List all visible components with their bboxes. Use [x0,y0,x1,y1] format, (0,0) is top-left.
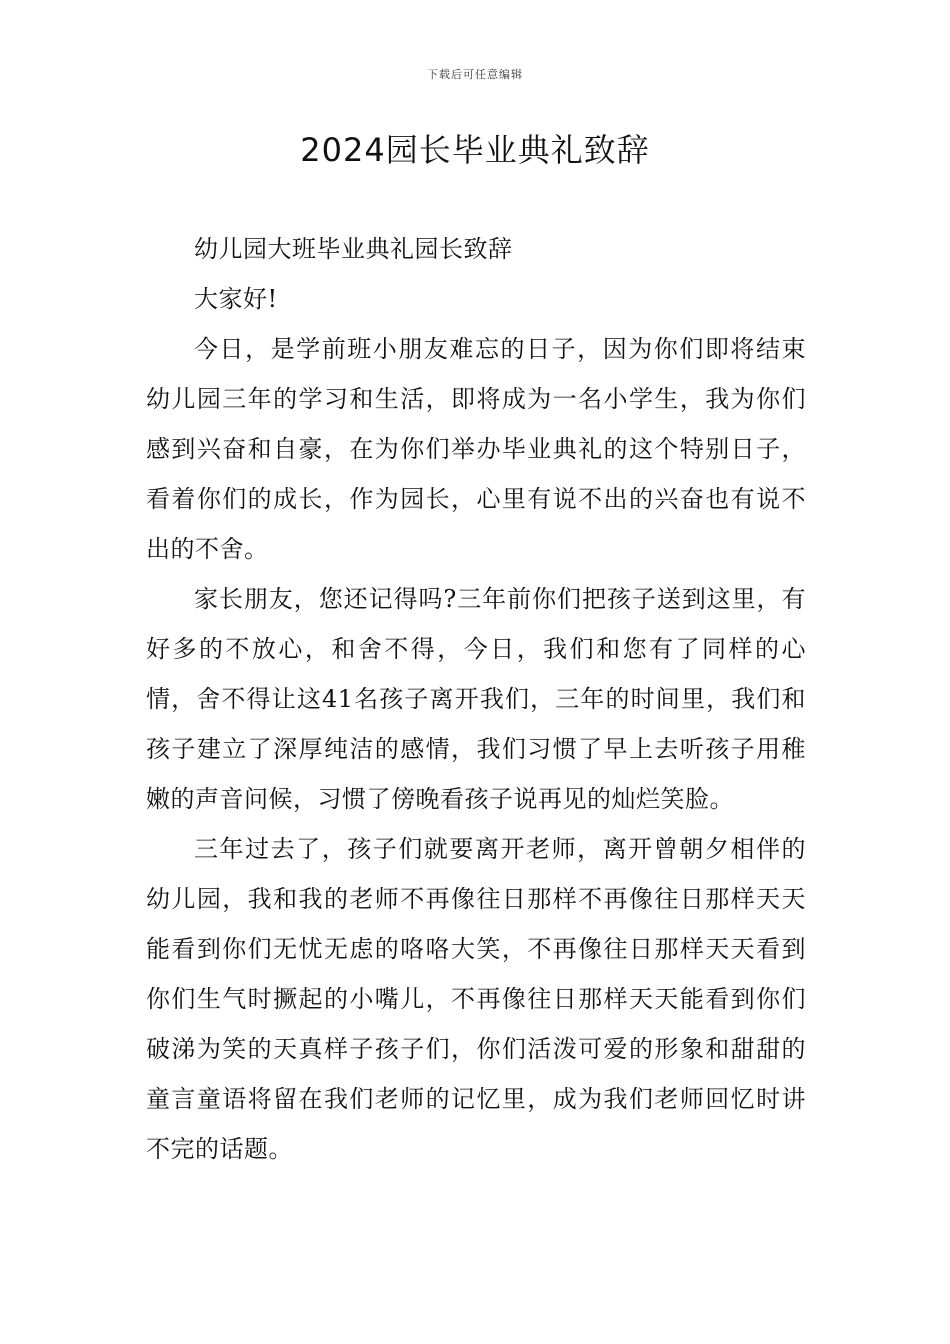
document-body [146,224,806,1174]
body-paragraph: 家长朋友，您还记得吗?三年前你们把孩子送到这里，有好多的不放心，和舍不得，今日，我们和您有了同样的心情，舍不得让这41名孩子离开我们，三年的时间里，我们和孩子建立了深厚纯洁的感情，我们习惯了早上去听孩子用稚嫩的声音问候，习惯了傍晚看孩子说再见的灿烂笑脸。 [146,585,806,813]
subtitle-paragraph: 幼儿园大班毕业典礼园长致辞 [194,235,513,263]
body-paragraph: 今日，是学前班小朋友难忘的日子，因为你们即将结束幼儿园三年的学习和生活，即将成为一名小学生，我为你们感到兴奋和自豪，在为你们举办毕业典礼的这个特别日子，看着你们的成长，作为园长，心里有说不出的兴奋也有说不出的不舍。 [146,335,806,563]
body-paragraph: 三年过去了，孩子们就要离开老师，离开曾朝夕相伴的幼儿园，我和我的老师不再像往日那样不再像往日那样天天能看到你们无忧无虑的咯咯大笑，不再像往日那样天天看到你们生气时撅起的小嘴儿，不再像往日那样天天能看到你们破涕为笑的天真样子孩子们，你们活泼可爱的形象和甜甜的童言童语将留在我们老师的记忆里，成为我们老师回忆时讲不完的话题。 [146,835,806,1163]
document-title: 2024园长毕业典礼致辞 [300,131,650,169]
greeting-paragraph: 大家好! [194,285,278,313]
header-note: 下载后可任意编辑 [427,68,523,81]
